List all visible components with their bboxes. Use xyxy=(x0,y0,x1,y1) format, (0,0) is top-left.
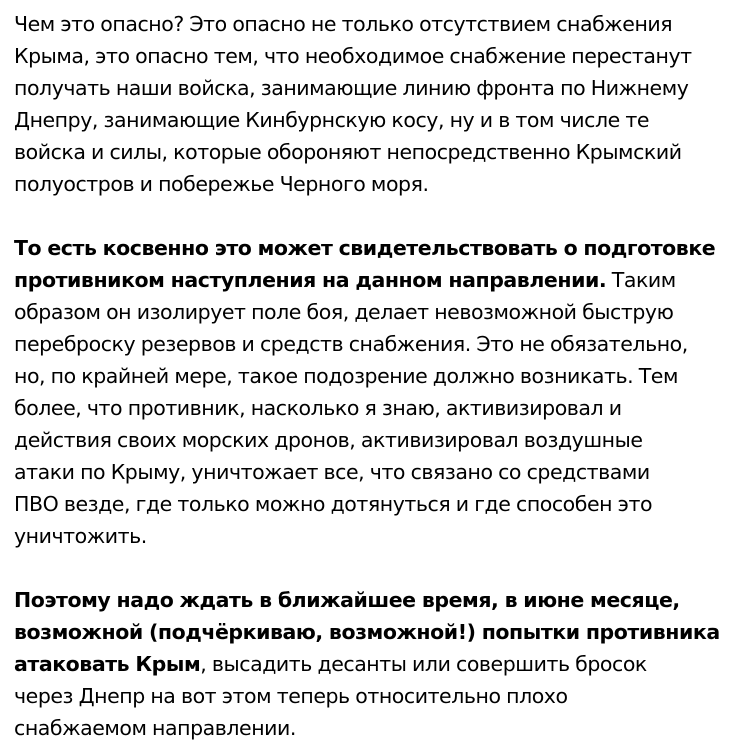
paragraph-1 xyxy=(14,8,728,200)
paragraph-2 xyxy=(14,232,728,552)
bold-text-run: противником наступления на данном направлении. xyxy=(14,268,607,292)
text-line xyxy=(14,392,728,424)
text-line xyxy=(14,296,728,328)
bold-text-run: То есть косвенно это может свидетельствовать о подготовке xyxy=(14,236,716,260)
text-run: полуостров и побережье Черного моря. xyxy=(14,172,429,196)
bold-text-run: атаковать Крым xyxy=(14,652,201,676)
text-run: Таким xyxy=(606,268,676,292)
text-line xyxy=(14,712,728,740)
text-line xyxy=(14,328,728,360)
text-run: получать наши войска, занимающие линию фронта по Нижнему xyxy=(14,76,689,100)
text-line xyxy=(14,72,728,104)
text-line xyxy=(14,584,728,616)
text-line xyxy=(14,616,728,648)
text-body xyxy=(14,8,728,740)
text-run: Днепру, занимающие Кинбурнскую косу, ну и в том числе те xyxy=(14,108,649,132)
text-line xyxy=(14,8,728,40)
text-line xyxy=(14,648,728,680)
text-line xyxy=(14,424,728,456)
text-run: образом он изолирует поле боя, делает невозможной быструю xyxy=(14,300,674,324)
text-line xyxy=(14,680,728,712)
text-line xyxy=(14,168,728,200)
bold-text-run: Поэтому надо ждать в ближайшее время, в июне месяце, xyxy=(14,588,680,612)
text-run: войска и силы, которые обороняют непосредственно Крымский xyxy=(14,140,682,164)
text-line xyxy=(14,360,728,392)
text-line xyxy=(14,232,728,264)
text-line xyxy=(14,136,728,168)
text-run: действия своих морских дронов, активизировал воздушные xyxy=(14,428,643,452)
text-run: уничтожить. xyxy=(14,524,147,548)
text-line xyxy=(14,456,728,488)
paragraph-3 xyxy=(14,584,728,740)
text-run: более, что противник, насколько я знаю, активизировал и xyxy=(14,396,622,420)
text-run: атаки по Крыму, уничтожает все, что связано со средствами xyxy=(14,460,650,484)
text-line xyxy=(14,104,728,136)
text-line xyxy=(14,520,728,552)
text-run: но, по крайней мере, такое подозрение должно возникать. Тем xyxy=(14,364,678,388)
text-run: , высадить десанты или совершить бросок xyxy=(200,652,647,676)
text-run: Чем это опасно? Это опасно не только отсутствием снабжения xyxy=(14,12,673,36)
text-run: Крыма, это опасно тем, что необходимое снабжение перестанут xyxy=(14,44,692,68)
text-run: переброску резервов и средств снабжения. Это не обязательно, xyxy=(14,332,688,356)
text-run: снабжаемом направлении. xyxy=(14,716,296,740)
text-line xyxy=(14,488,728,520)
text-line xyxy=(14,264,728,296)
text-line xyxy=(14,40,728,72)
text-run: через Днепр на вот этом теперь относительно плохо xyxy=(14,684,568,708)
bold-text-run: возможной (подчёркиваю, возможной!) попытки противника xyxy=(14,620,720,644)
text-run: ПВО везде, где только можно дотянуться и где способен это xyxy=(14,492,653,516)
